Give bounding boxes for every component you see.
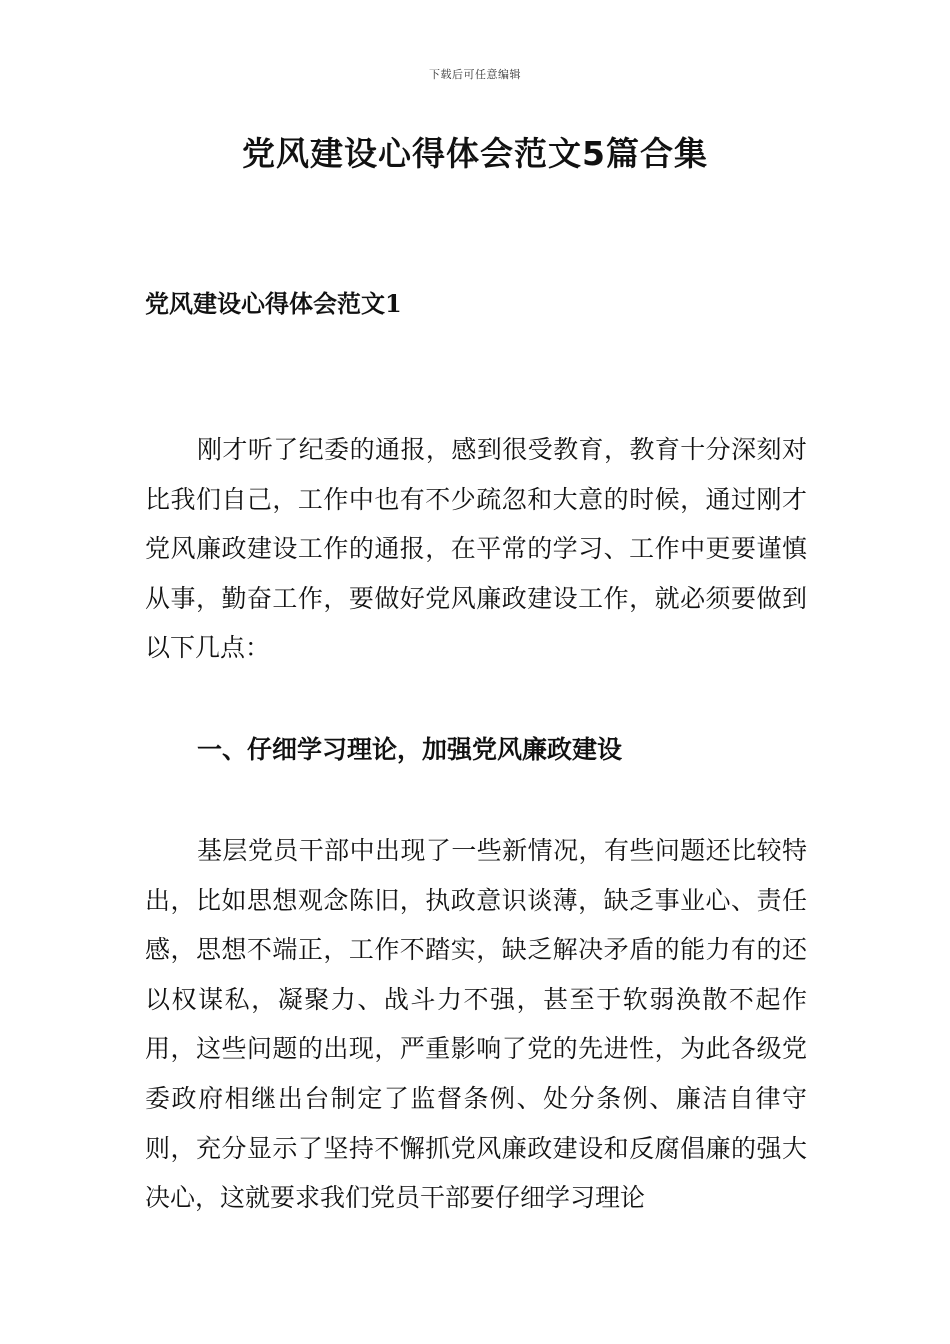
paragraph-2: 基层党员干部中出现了一些新情况，有些问题还比较特出，比如思想观念陈旧，执政意识谈薄，缺乏事业心、责任感，思想不端正，工作不踏实，缺乏解决矛盾的能力有的还以权谋私，凝聚力、战斗力不强，甚至于软弱涣散不起作用，这些问题的出现，严重影响了党的先进性，为此各级党委政府相继出台制定了监督条例、处分条例、廉洁自律守则，充分显示了坚持不懈抓党风廉政建设和反腐倡廉的强大决心，这就要求我们党员干部要仔细学习理论 [145, 836, 807, 1213]
section-heading: 党风建设心得体会范文1 [145, 289, 402, 318]
document-title: 党风建设心得体会范文5篇合集 [242, 134, 708, 173]
paragraph-1: 刚才听了纪委的通报，感到很受教育，教育十分深刻对比我们自己，工作中也有不少疏忽和大意的时候，通过刚才党风廉政建设工作的通报，在平常的学习、工作中更要谨慎从事，勤奋工作，要做好党风廉政建设工作，就必须要做到以下几点： [145, 435, 807, 663]
header-note: 下载后可任意编辑 [429, 68, 521, 81]
subheading-1: 一、仔细学习理论，加强党风廉政建设 [197, 735, 623, 764]
